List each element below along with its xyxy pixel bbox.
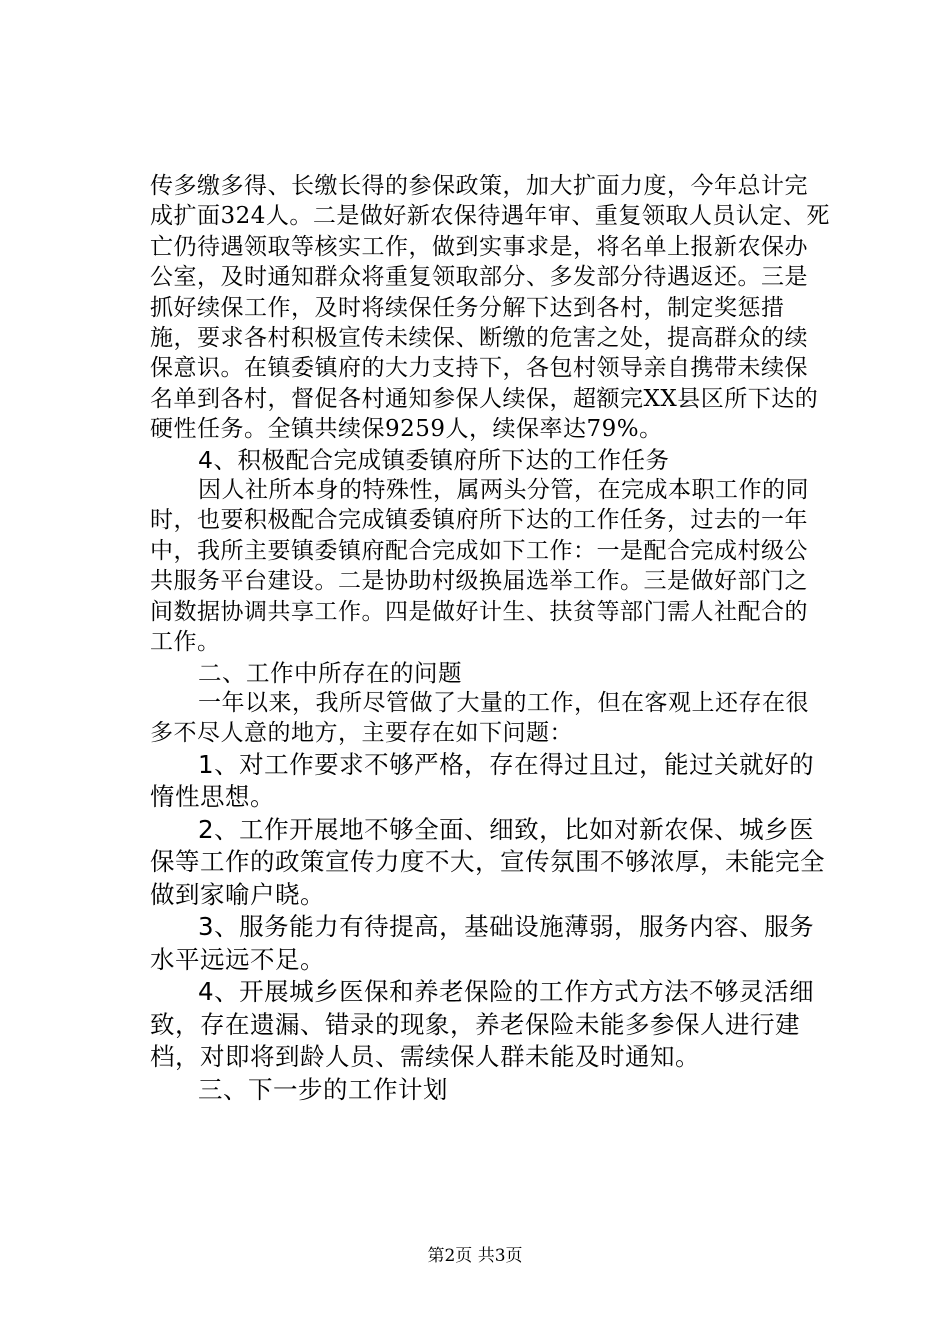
body-paragraph-continued: 传多缴多得、长缴长得的参保政策，加大扩面力度，今年总计完成扩面324人。二是做好新农保待遇年审、重复领取人员认定、死亡仍待遇领取等核实工作，做到实事求是，将名单上报新农保办公室，及时通知群众将重复领取部分、多发部分待遇返还。三是抓好续保工作，及时将续保任务分解下达到各村，制定奖惩措施，要求各村积极宣传未续保、断缴的危害之处，提高群众的续保意识。在镇委镇府的大力支持下，各包村领导亲自携带未续保名单到各村，督促各村通知参保人续保，超额完XX县区所下达的硬性任务。全镇共续保9259人，续保率达79%。 bbox=[150, 173, 830, 443]
subheading-4: 4、积极配合完成镇委镇府所下达的工作任务 bbox=[198, 445, 670, 474]
section-heading-3: 三、下一步的工作计划 bbox=[198, 1074, 448, 1104]
section-heading-2: 二、工作中所存在的问题 bbox=[198, 658, 462, 687]
issue-item-1: 1、对工作要求不够严格，存在得过且过，能过关就好的惰性思想。 bbox=[150, 749, 815, 812]
body-paragraph: 因人社所本身的特殊性，属两头分管，在完成本职工作的同时，也要积极配合完成镇委镇府所下达的工作任务，过去的一年中，我所主要镇委镇府配合完成如下工作：一是配合完成村级公共服务平台建设。二是协助村级换届选举工作。三是做好部门之间数据协调共享工作。四是做好计生、扶贫等部门需人社配合的工作。 bbox=[150, 477, 809, 656]
issue-item-3: 3、服务能力有待提高，基础设施薄弱，服务内容、服务水平远远不足。 bbox=[150, 912, 815, 974]
issue-item-2: 2、工作开展地不够全面、细致，比如对新农保、城乡医保等工作的政策宣传力度不大，宣传氛围不够浓厚，未能完全做到家喻户晓。 bbox=[150, 814, 825, 909]
page-footer: 第2页 共3页 bbox=[427, 1246, 523, 1266]
body-paragraph: 一年以来，我所尽管做了大量的工作，但在客观上还存在很多不尽人意的地方，主要存在如下问题： bbox=[150, 689, 809, 747]
document-body bbox=[150, 171, 830, 1106]
issue-item-4: 4、开展城乡医保和养老保险的工作方式方法不够灵活细致，存在遗漏、错录的现象，养老保险未能多参保人进行建档，对即将到龄人员、需续保人群未能及时通知。 bbox=[150, 977, 815, 1072]
